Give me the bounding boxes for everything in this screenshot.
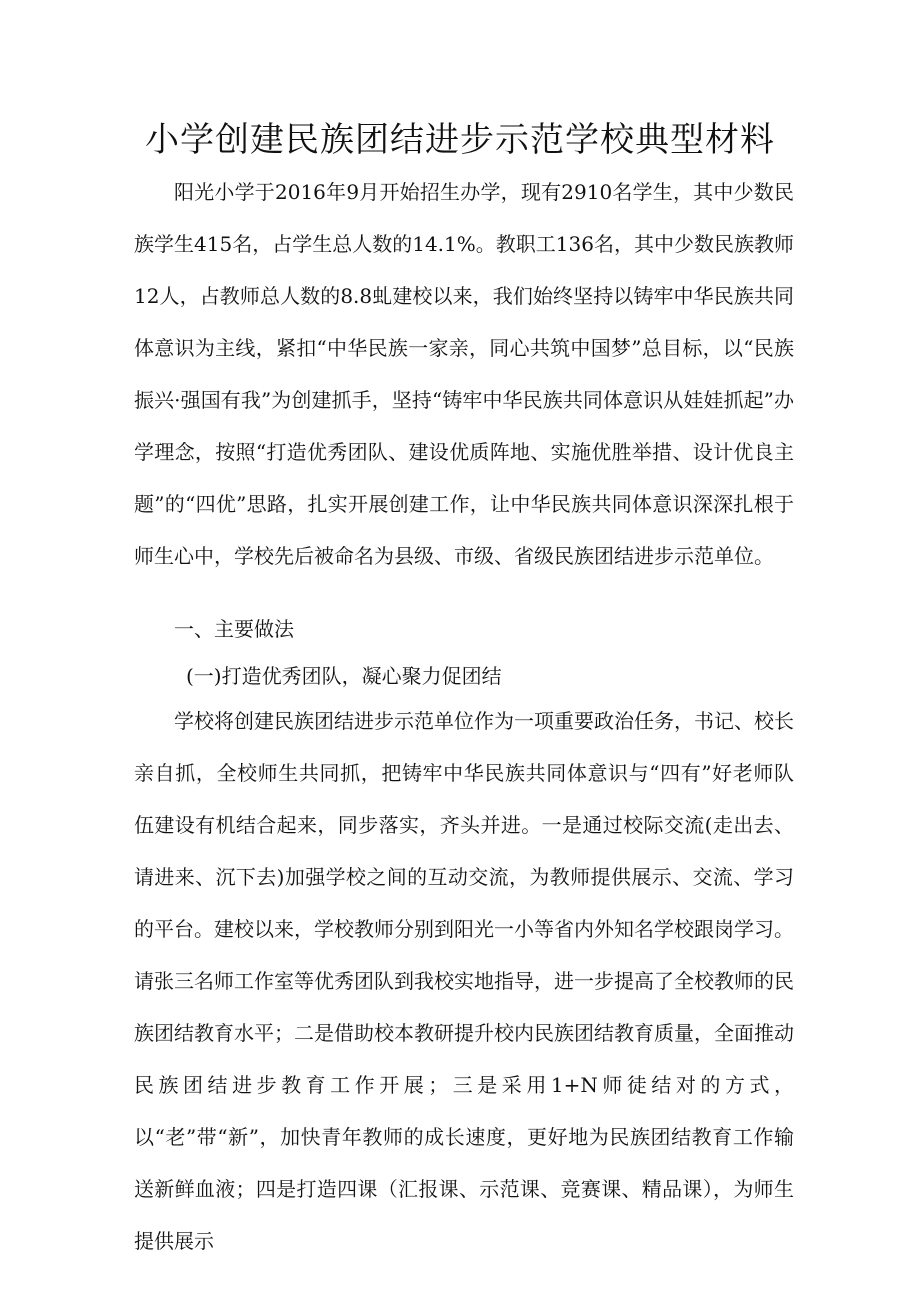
intro-paragraph: 阳光小学于2016年9月开始招生办学，现有2910名学生，其中少数民族学生415名，占学生总人数的14.1%。教职工136名，其中少数民族教师12人，占教师总人数的8.8虬建校以来，我们始终坚持以铸牢中华民族共同体意识为主线，紧扣“中华民族一家亲，同心共筑中国梦”总目标，以“民族振兴·强国有我”为创建抓手，坚持“铸牢中华民族共同体意识从娃娃抓起”办学理念，按照“打造优秀团队、建设优质阵地、实施优胜举措、设计优良主题”的“四优”思路，扎实开展创建工作，让中华民族共同体意识深深扎根于师生心中，学校先后被命名为县级、市级、省级民族团结进步示范单位。 — [134, 180, 794, 568]
body-paragraph: 学校将创建民族团结进步示范单位作为一项重要政治任务，书记、校长亲自抓，全校师生共同抓，把铸牢中华民族共同体意识与“四有”好老师队伍建设有机结合起来，同步落实，齐头并进。一是通过校际交流(走出去、请进来、沉下去)加强学校之间的互动交流，为教师提供展示、交流、学习的平台。建校以来，学校教师分别到阳光一小等省内外知名学校跟岗学习。请张三名师工作室等优秀团队到我校实地指导，进一步提高了全校教师的民族团结教育水平；二是借助校本教研提升校内民族团结教育质量，全面推动民族团结进步教育工作开展；三是采用1+N师徒结对的方式，以“老”带“新”，加快青年教师的成长速度，更好地为民族团结教育工作输送新鲜血液；四是打造四课（汇报课、示范课、竞赛课、精品课），为师生提供展示 — [134, 709, 794, 1253]
document-title: 小学创建民族团结进步示范学校典型材料 — [145, 120, 775, 160]
subsection-heading: (一)打造优秀团队，凝心聚力促团结 — [186, 664, 502, 688]
section-heading: 一、主要做法 — [174, 617, 294, 641]
